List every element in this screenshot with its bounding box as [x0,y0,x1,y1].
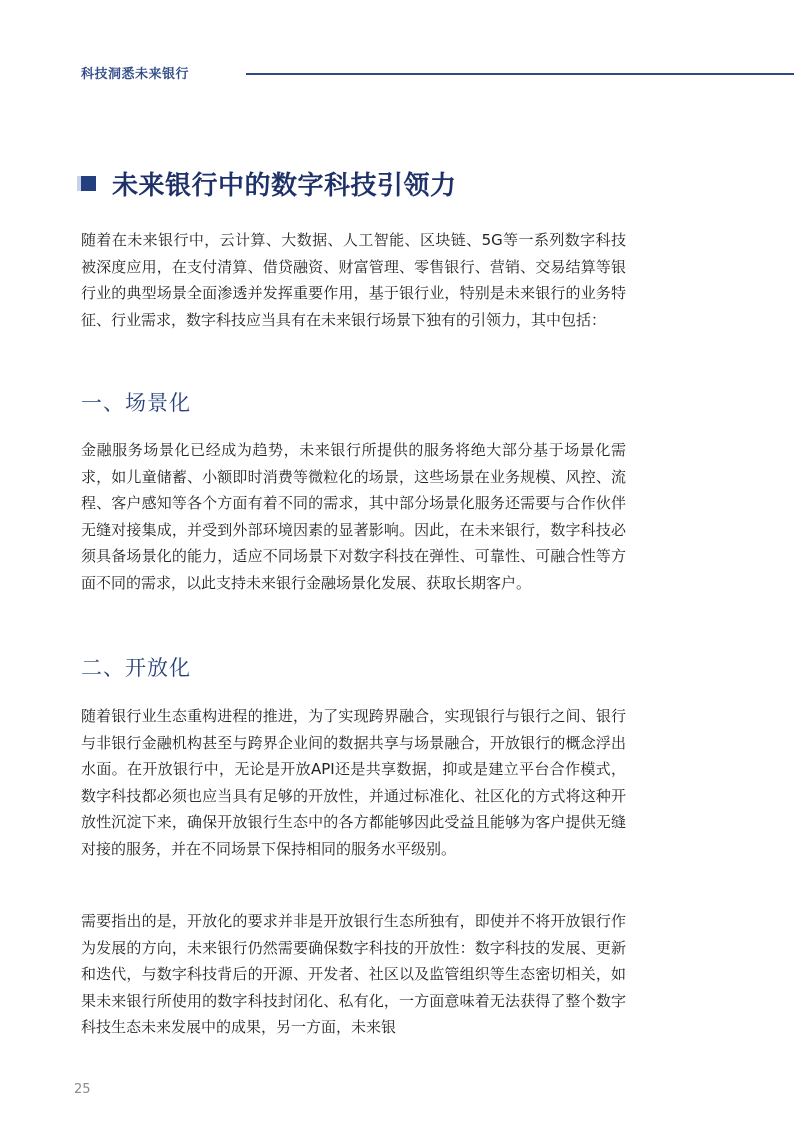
square-bullet-icon [81,176,96,191]
subsection-heading-scenario: 一、场景化 [81,391,191,415]
running-header-title: 科技洞悉未来银行 [81,67,190,82]
openness-paragraph-2: 需要指出的是，开放化的要求并非是开放银行生态所独有，即使并不将开放银行作为发展的方向，未来银行仍然需要确保数字科技的开放性：数字科技的发展、更新和迭代，与数字科技背后的开源、开发者、社区以及监管组织等生态密切相关，如果未来银行所使用的数字科技封闭化、私有化，一方面意味着无法获得了整个数字科技生态未来发展中的成果，另一方面，未来银 [81,912,626,1037]
page-number: 25 [74,1082,91,1097]
intro-paragraph: 随着在未来银行中，云计算、大数据、人工智能、区块链、5G等一系列数字科技被深度应用，在支付清算、借贷融资、财富管理、零售银行、营销、交易结算等银行业的典型场景全面渗透并发挥重要作用，基于银行业，特别是未来银行的业务特征、行业需求，数字科技应当具有在未来银行场景下独有的引领力，其中包括： [81,231,626,329]
section-title [81,165,457,202]
openness-paragraph-1: 随着银行业生态重构进程的推进，为了实现跨界融合，实现银行与银行之间、银行与非银行金融机构甚至与跨界企业间的数据共享与场景融合，开放银行的概念浮出水面。在开放银行中，无论是开放API还是共享数据，抑或是建立平台合作模式，数字科技都必须也应当具有足够的开放性，并通过标准化、社区化的方式将这种开放性沉淀下来，确保开放银行生态中的各方都能够因此受益且能够为客户提供无缝对接的服务，并在不同场景下保持相同的服务水平级别。 [81,707,626,858]
subsection-heading-openness: 二、开放化 [81,656,191,680]
header-rule [246,73,794,75]
scenario-paragraph: 金融服务场景化已经成为趋势，未来银行所提供的服务将绝大部分基于场景化需求，如儿童储蓄、小额即时消费等微粒化的场景，这些场景在业务规模、风控、流程、客户感知等各个方面有着不同的需求，其中部分场景化服务还需要与合作伙伴无缝对接集成，并受到外部环境因素的显著影响。因此，在未来银行，数字科技必须具备场景化的能力，适应不同场景下对数字科技在弹性、可靠性、可融合性等方面不同的需求，以此支持未来银行金融场景化发展、获取长期客户。 [81,441,626,592]
section-title-text: 未来银行中的数字科技引领力 [112,171,457,201]
